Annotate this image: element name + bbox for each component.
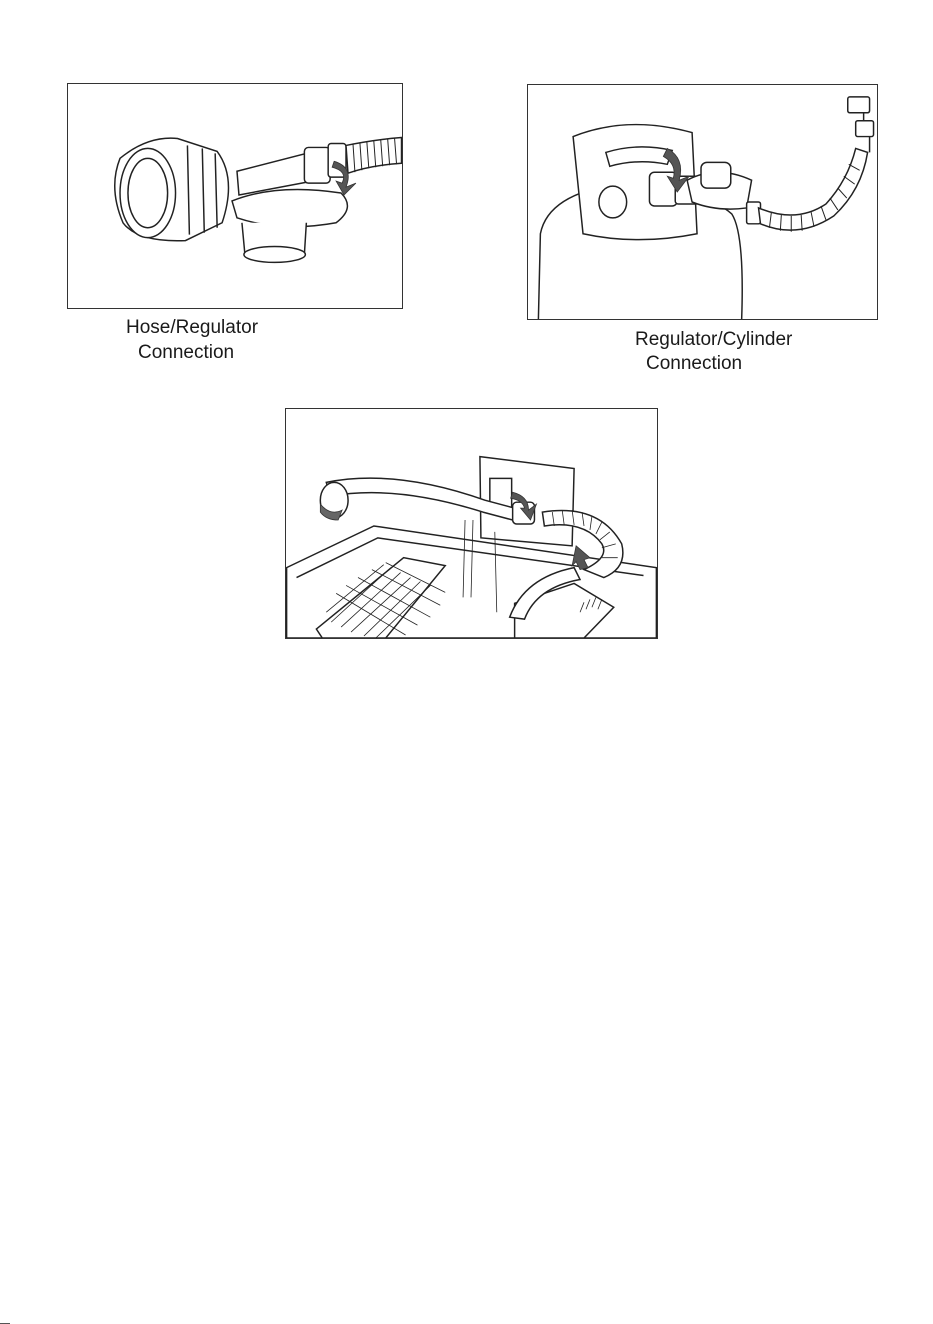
heater-hose-drawing [286,409,657,638]
figure-caption-line: Regulator/Cylinder [635,329,793,350]
regulator-cylinder-drawing [528,85,877,319]
heater-hose-connection-illustration [285,408,658,639]
figure-caption-line: Hose/Regulator [126,317,259,338]
hose-regulator-drawing [68,84,402,308]
figure-caption-line: Connection [138,342,235,363]
regulator-cylinder-illustration [527,84,878,320]
hose-regulator-illustration [67,83,403,309]
figure-caption-line: Connection [646,353,743,374]
